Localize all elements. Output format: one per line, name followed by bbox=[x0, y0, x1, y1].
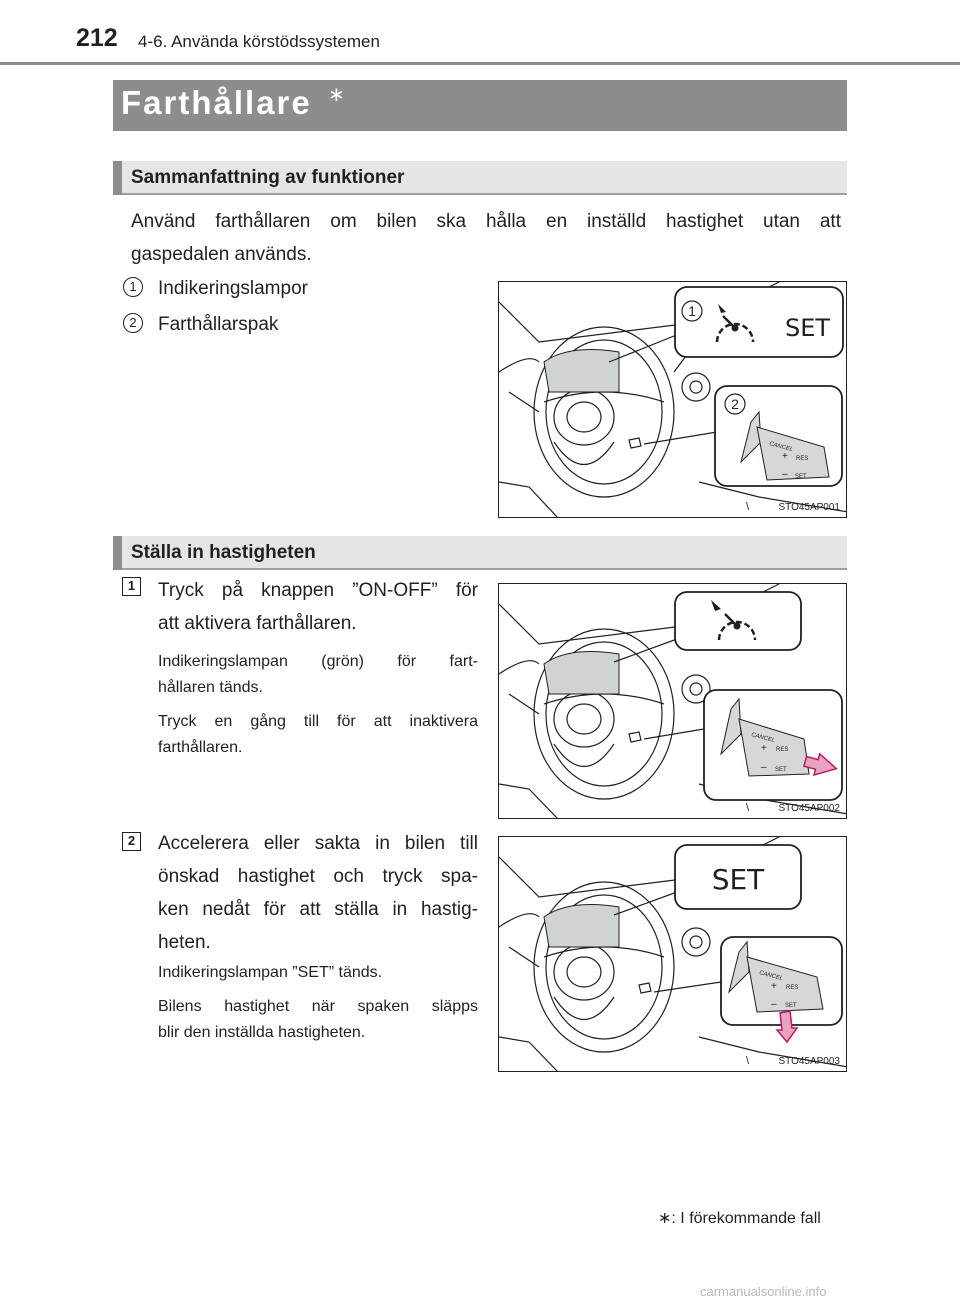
step-2-line-4: heten. bbox=[158, 932, 211, 953]
subsection-setting-bar bbox=[113, 536, 847, 570]
set-indicator-text: SET bbox=[711, 863, 765, 896]
figure-code: STO45AP001 bbox=[778, 502, 840, 513]
lever-minus: – bbox=[771, 999, 777, 1010]
lever-minus: – bbox=[761, 762, 767, 773]
watermark: carmanualsonline.info bbox=[700, 1284, 827, 1299]
step-1-note-1-line-1: Indikeringslampan (grön) för fart- bbox=[158, 653, 478, 670]
subsection-setting-heading: Ställa in hastigheten bbox=[131, 542, 316, 563]
lever-plus: + bbox=[782, 451, 788, 462]
intro-line-2: gaspedalen används. bbox=[131, 244, 312, 265]
page-title-bar bbox=[113, 80, 847, 131]
lever-plus: + bbox=[771, 981, 777, 992]
item-label-indicator-lamps: Indikeringslampor bbox=[158, 278, 308, 299]
subsection-summary-bar bbox=[113, 161, 847, 195]
step-2-line-1: Accelerera eller sakta in bilen till bbox=[158, 833, 478, 854]
footnote: ∗: I förekommande fall bbox=[658, 1210, 821, 1227]
lever-label-set: SET bbox=[775, 767, 787, 773]
figure-divider: \ bbox=[746, 802, 750, 814]
step-1-note-2-line-2: farthållaren. bbox=[158, 739, 243, 756]
lever-label-cancel: CANCEL bbox=[750, 732, 776, 745]
step-marker-1: 1 bbox=[122, 577, 141, 596]
intro-line-1: Använd farthållaren om bilen ska hålla en inställd hastighet utan att bbox=[131, 211, 841, 232]
step-2-note-1: Indikeringslampan ”SET” tänds. bbox=[158, 964, 383, 981]
step-2-line-3: ken nedåt för att ställa in hastig- bbox=[158, 899, 478, 920]
step-2-line-2: önskad hastighet och tryck spa- bbox=[158, 866, 478, 887]
step-1-line-1: Tryck på knappen ”ON-OFF” för bbox=[158, 580, 478, 601]
set-indicator-text: SET bbox=[785, 314, 831, 342]
title-asterisk: ∗ bbox=[328, 84, 345, 106]
page-title: Farthållare bbox=[121, 84, 312, 121]
lever-label-res: RES bbox=[776, 747, 789, 753]
subsection-marker bbox=[113, 161, 122, 195]
item-marker-2: 2 bbox=[123, 313, 143, 333]
dashboard-illustration bbox=[499, 837, 847, 1072]
lever-label-res: RES bbox=[796, 456, 809, 462]
step-marker-2: 2 bbox=[122, 832, 141, 851]
figure-divider: \ bbox=[746, 1055, 750, 1067]
step-2-note-2-line-1: Bilens hastighet när spaken släpps bbox=[158, 998, 478, 1015]
figure-cruise-overview bbox=[498, 281, 847, 518]
lever-label-cancel: CANCEL bbox=[768, 441, 794, 454]
lever-plus: + bbox=[761, 743, 767, 754]
step-1-line-2: att aktivera farthållaren. bbox=[158, 613, 357, 634]
lever-label-res: RES bbox=[786, 985, 799, 991]
callout-2: 2 bbox=[731, 396, 739, 412]
section-path: 4-6. Använda körstödssystemen bbox=[138, 32, 380, 51]
figure-divider: \ bbox=[746, 501, 750, 513]
step-2-note-2-line-2: blir den inställda hastigheten. bbox=[158, 1024, 366, 1041]
dashboard-illustration bbox=[499, 282, 847, 518]
figure-code: STO45AP002 bbox=[778, 803, 840, 814]
header-rule bbox=[0, 62, 960, 65]
item-marker-1: 1 bbox=[123, 277, 143, 297]
lever-label-cancel: CANCEL bbox=[758, 970, 784, 983]
step-1-note-1-line-2: hållaren tänds. bbox=[158, 679, 263, 696]
step-1-note-2-line-1: Tryck en gång till för att inaktivera bbox=[158, 713, 478, 730]
subsection-summary-heading: Sammanfattning av funktioner bbox=[131, 167, 405, 188]
item-label-cruise-lever: Farthållarspak bbox=[158, 314, 279, 335]
lever-label-set: SET bbox=[785, 1003, 797, 1009]
figure-set-speed bbox=[498, 836, 847, 1072]
lever-label-set: SET bbox=[795, 474, 807, 480]
subsection-marker bbox=[113, 536, 122, 570]
dashboard-illustration bbox=[499, 584, 847, 819]
figure-code: STO45AP003 bbox=[778, 1056, 840, 1067]
lever-minus: – bbox=[782, 469, 788, 480]
callout-1: 1 bbox=[688, 303, 696, 319]
page-number: 212 bbox=[76, 24, 118, 52]
figure-on-off bbox=[498, 583, 847, 819]
